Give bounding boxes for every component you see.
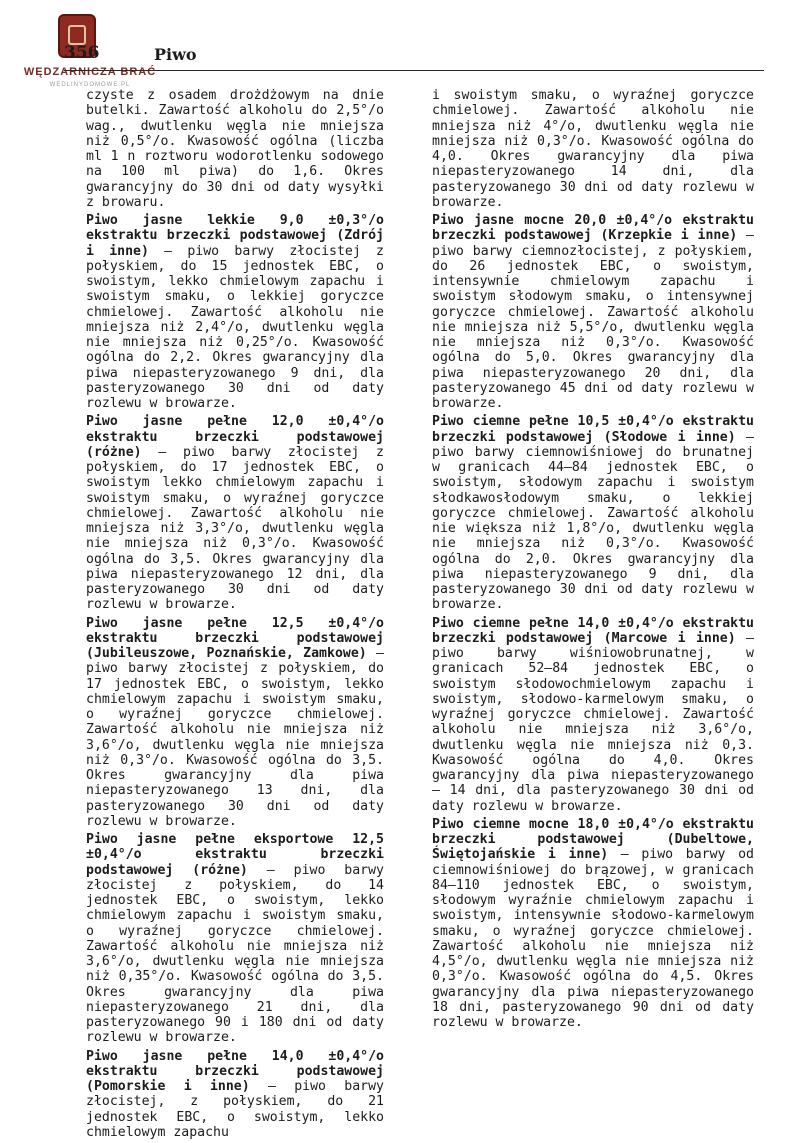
running-head: Piwo — [154, 45, 197, 64]
entry-heading: Piwo jasne pełne 14,0 ±0,4°/o ekstraktu brzeczki podstawowej (Pomorskie i inne) — [86, 1048, 384, 1094]
publisher-logo-name: WĘDZARNICZA BRAĆ — [23, 66, 157, 78]
paragraph — [86, 414, 384, 612]
paragraph — [86, 213, 384, 411]
page-number: 356 — [64, 43, 100, 63]
paragraph — [432, 88, 754, 210]
paragraph — [432, 213, 754, 411]
entry-text: — piwo barwy złocistej, z połyskiem, do 21 jednostek EBC, o swoistym, lekko chmielowym zapachu — [86, 1079, 384, 1140]
paragraph — [86, 88, 384, 210]
entry-text: — piwo barwy ciemnozłocistej, z połyskiem, do 26 jednostek EBC, o swoistym, intensywnie chmielowym zapachu i swoistym słodowym smaku, o intensywnej goryczce chmielowej. Zawartość alkoholu nie mniejsza niż 5,5°/o, dwutlenku węgla nie mniejsza niż 0,3°/o. Kwasowość ogólna do 5,0. Okres gwarancyjny dla piwa niepasteryzowanego 20 dni, dla pasteryzowanego 45 dni od daty rozlewu w browarze. — [432, 228, 754, 411]
paragraph — [432, 817, 754, 1031]
entry-text: — piwo barwy złocistej z połyskiem, do 17 jednostek EBC, o swoistym, lekko chmielowym zapachu i swoistym smaku, o wyraźnej goryczce chmielowej. Zawartość alkoholu nie mniejsza niż 3,6°/o, dwutlenku węgla nie mniejsza niż 0,3°/o. Kwasowość ogólna do 3,5. Okres gwarancyjny dla piwa niepasteryzowanego 13 dni, dla pasteryzowanego 30 dni od daty rozlewu w browarze. — [86, 646, 384, 829]
entry-heading: Piwo jasne pełne eksportowe 12,5 ±0,4°/o ekstraktu brzeczki podstawowej (różne) — [86, 832, 384, 878]
entry-heading: Piwo ciemne pełne 14,0 ±0,4°/o ekstraktu brzeczki podstawowej (Marcowe i inne) — [432, 615, 754, 646]
entry-heading: Piwo ciemne pełne 10,5 ±0,4°/o ekstraktu brzeczki podstawowej (Słodowe i inne) — [432, 414, 754, 445]
entry-heading: Piwo jasne pełne 12,5 ±0,4°/o ekstraktu brzeczki podstawowej (Jubileuszowe, Poznańskie, Zamkowe) — [86, 615, 384, 661]
entry-heading: Piwo jasne pełne 12,0 ±0,4°/o ekstraktu brzeczki podstawowej (różne) — [86, 414, 384, 460]
entry-heading: Piwo jasne mocne 20,0 ±0,4°/o ekstraktu brzeczki podstawowej (Krzepkie i inne) — [432, 213, 754, 244]
paragraph — [86, 616, 384, 830]
entry-text: — piwo barwy wiśniowobrunatnej, w granicach 52—84 jednostek EBC, o swoistym słodowochmielowym zapachu i swoistym, słodowo-karmelowym smaku, o wyraźnej goryczce chmielowej. Zawartość alkoholu nie mniejsza niż 3,6°/o, dwutlenku węgla nie mniejsza niż 0,3. Kwasowość ogólna do 4,0. Okres gwarancyjny dla piwa niepasteryzowanego — 14 dni, dla pasteryzowanego 30 dni od daty rozlewu w browarze. — [432, 630, 754, 814]
entry-text: — piwo barwy ciemnowiśniowej do brunatnej w granicach 44—84 jednostek EBC, o swoistym, słodowym zapachu i swoistym słodkawosłodowym smaku, o lekkiej goryczce chmielowej. Zawartość alkoholu nie większa niż 1,8°/o, dwutlenku węgla nie mniejsza niż 0,3°/o. Kwasowość ogólna do 2,0. Okres gwarancyjny dla piwa niepasteryzowanego 9 dni, dla pasteryzowanego 30 dni od daty rozlewu w browarze. — [432, 429, 754, 613]
entry-text: — piwo barwy złocistej z połyskiem, do 17 jednostek EBC, o swoistym lekko chmielowym zapachu i swoistym smaku, o wyraźnej goryczce chmielowej. Zawartość alkoholu nie mniejsza niż 3,3°/o, dwutlenku węgla nie mniejsza niż 0,3°/o. Kwasowość ogólna do 3,5. Okres gwarancyjny dla piwa niepasteryzowanego 12 dni, dla pasteryzowanego 30 dni od daty rozlewu w browarze. — [86, 444, 384, 613]
paragraph — [86, 1049, 384, 1141]
entry-text: — piwo barwy od ciemnowiśniowej do brązowej, w granicach 84—110 jednostek EBC, o swoistym, słodowym wyraźnie chmielowym zapachu i swoistym, intensywnie słodowo-karmelowym smaku, o wyraźnej goryczce chmielowej. Zawartość alkoholu nie mniejsza niż 4,5°/o, dwutlenku węgla nie mniejsza niż 0,3°/o. Kwasowość ogólna do 4,5. Okres gwarancyjny dla piwa niepasteryzowanego 18 dni, pasteryzowanego 90 dni od daty rozlewu w browarze. — [432, 847, 754, 1030]
paragraph — [86, 832, 384, 1046]
right-column — [432, 88, 754, 1033]
entry-text: i swoistym smaku, o wyraźnej goryczce chmielowej. Zawartość alkoholu nie mniejsza niż 4°/o, dwutlenku węgla nie mniejsza niż 0,3°/o. Kwasowość ogólna do 4,0. Okres gwarancyjny dla piwa niepasteryzowanego 14 dni, dla pasteryzowanego 30 dni od daty rozlewu w browarze. — [432, 88, 754, 210]
publisher-logo-url: WEDLINYDOMOWE.PL — [49, 82, 131, 88]
header-rule — [64, 70, 764, 71]
paragraph — [432, 414, 754, 612]
paragraph — [432, 616, 754, 814]
entry-text: — piwo barwy złocistej z połyskiem, do 15 jednostek EBC, o swoistym, lekko chmielowym zapachu i swoistym smaku, o lekkiej goryczce chmielowej. Zawartość alkoholu nie mniejsza niż 2,4°/o, dwutlenku węgla nie mniejsza niż 0,25°/o. Kwasowość ogólna do 2,2. Okres gwarancyjny dla piwa niepasteryzowanego 9 dni, dla pasteryzowanego 30 dni od daty rozlewu w browarze. — [86, 243, 384, 411]
left-column — [86, 88, 384, 1143]
entry-heading: Piwo ciemne mocne 18,0 ±0,4°/o ekstraktu brzeczki podstawowej (Dubeltowe, Świętojańskie i inne) — [432, 816, 754, 863]
entry-text: czyste z osadem drożdżowym na dnie butelki. Zawartość alkoholu do 2,5°/o wag., dwutlenku węgla nie mniejsza niż 0,5°/o. Kwasowość ogólna (liczba ml 1 n roztworu wodorotlenku sodowego na 100 ml piwa) do 1,6. Okres gwarancyjny do 30 dni od daty wysyłki z browaru. — [86, 88, 384, 210]
entry-text: — piwo barwy złocistej z połyskiem, do 14 jednostek EBC, o swoistym, lekko chmielowym zapachu i swoistym smaku, o wyraźnej goryczce chmielowej. Zawartość alkoholu nie mniejsza niż 3,6°/o, dwutlenku węgla nie mniejsza niż 0,35°/o. Kwasowość ogólna do 3,5. Okres gwarancyjny dla piwa niepasteryzowanego 21 dni, dla pasteryzowanego 90 i 180 dni od daty rozlewu w browarze. — [86, 862, 384, 1046]
entry-heading: Piwo jasne lekkie 9,0 ±0,3°/o ekstraktu brzeczki podstawowej (Zdrój i inne) — [86, 213, 384, 259]
